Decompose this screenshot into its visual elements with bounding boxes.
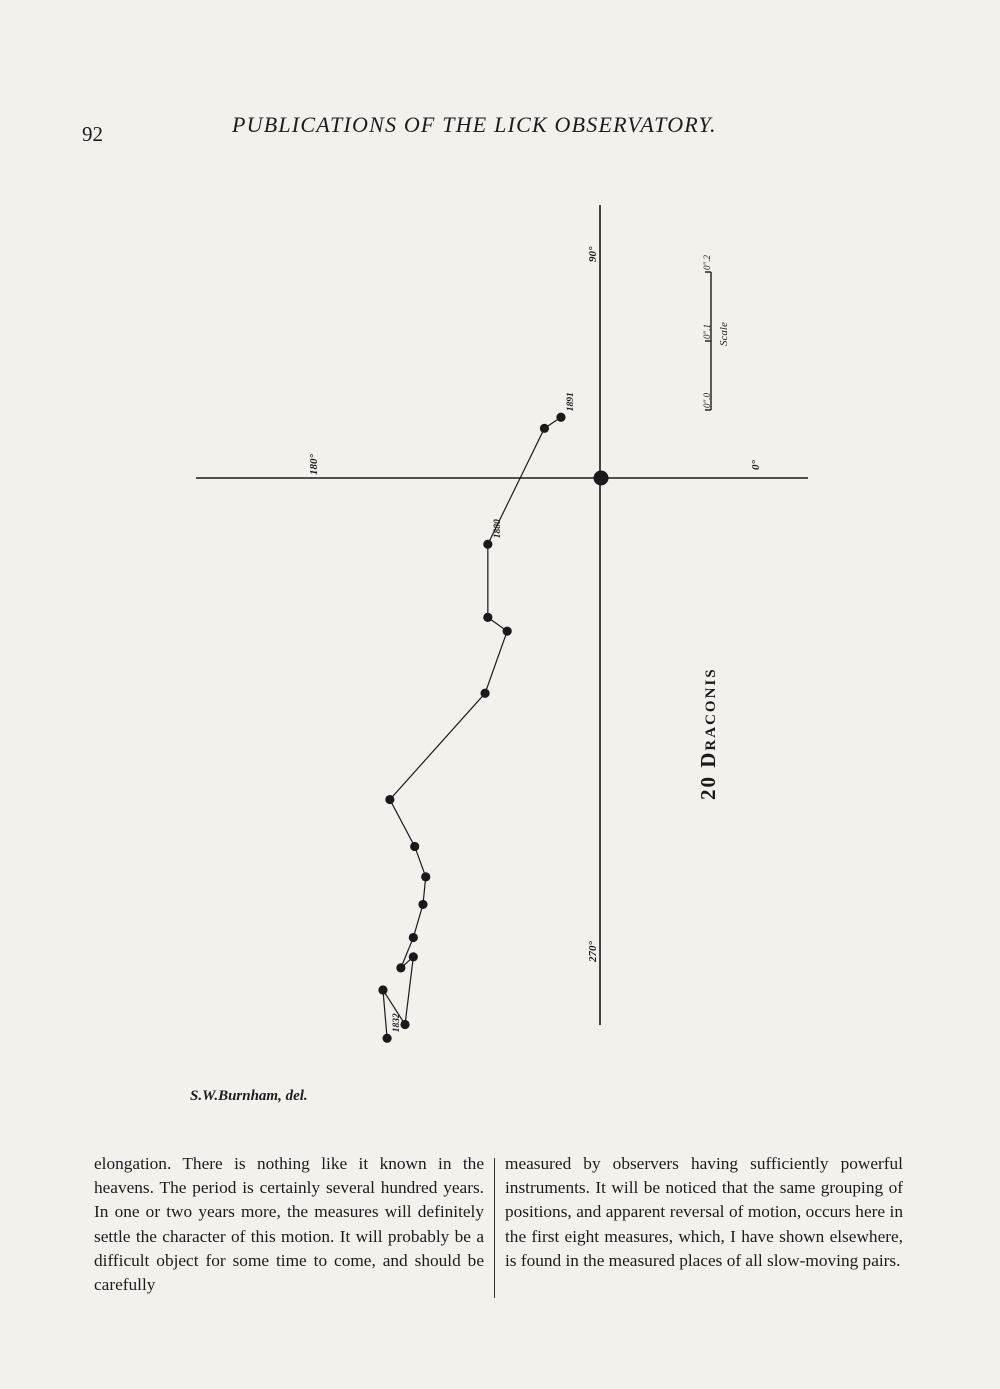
orbit-point (540, 424, 549, 433)
scale-label: Scale (718, 322, 730, 346)
orbit-point (383, 1034, 392, 1043)
scale-tick-1: 0".1 (702, 323, 712, 339)
epoch-label: 1891 (565, 392, 576, 412)
orbit-point (378, 985, 387, 994)
epoch-label: 1832 (392, 1013, 403, 1033)
orbit-path (383, 417, 561, 1038)
orbit-point (396, 963, 405, 972)
orbit-point (480, 689, 489, 698)
body-column-right (505, 1152, 903, 1273)
orbit-point (483, 613, 492, 622)
orbit-point (421, 872, 430, 881)
epoch-label: 1880 (492, 519, 503, 539)
orbit-point (410, 842, 419, 851)
orbit-point (409, 933, 418, 942)
body-text-right: measured by observers having sufficiently powerful instruments. It will be noticed that the same grouping of positions, and apparent reversal of motion, occurs here in the first eight measures, which, I have shown elsewhere, is found in the measured places of all slow-moving pairs. (505, 1154, 903, 1270)
column-divider (494, 1158, 495, 1298)
body-text-left: elongation. There is nothing like it known in the heavens. The period is certainly several hundred years. In one or two years more, the measures will definitely settle the character of this motion. It will probably be a difficult object for some time to come, and should be carefully (94, 1154, 484, 1295)
primary-star (594, 471, 609, 486)
running-title: PUBLICATIONS OF THE LICK OBSERVATORY. (232, 112, 717, 137)
axis-label-top: 90° (587, 246, 599, 262)
orbit-point (418, 900, 427, 909)
page-number: 92 (82, 122, 103, 146)
figure-credit: S.W.Burnham, del. (190, 1088, 308, 1104)
scale-tick-0: 0".0 (702, 392, 712, 408)
scale-bar (702, 254, 730, 410)
orbit-point (409, 952, 418, 961)
orbit-labels (392, 392, 576, 1032)
axis-label-left: 180° (308, 454, 320, 475)
scale-tick-2: 0".2 (702, 254, 712, 270)
figure-title: 20 Draconis (696, 667, 720, 800)
orbit-point (483, 540, 492, 549)
axis-label-right: 0° (750, 460, 762, 470)
body-column-left (94, 1152, 484, 1297)
axis-label-bottom: 270° (587, 941, 599, 962)
orbit-point (503, 627, 512, 636)
orbit-point (556, 413, 565, 422)
orbit-points (378, 413, 565, 1043)
orbit-point (385, 795, 394, 804)
